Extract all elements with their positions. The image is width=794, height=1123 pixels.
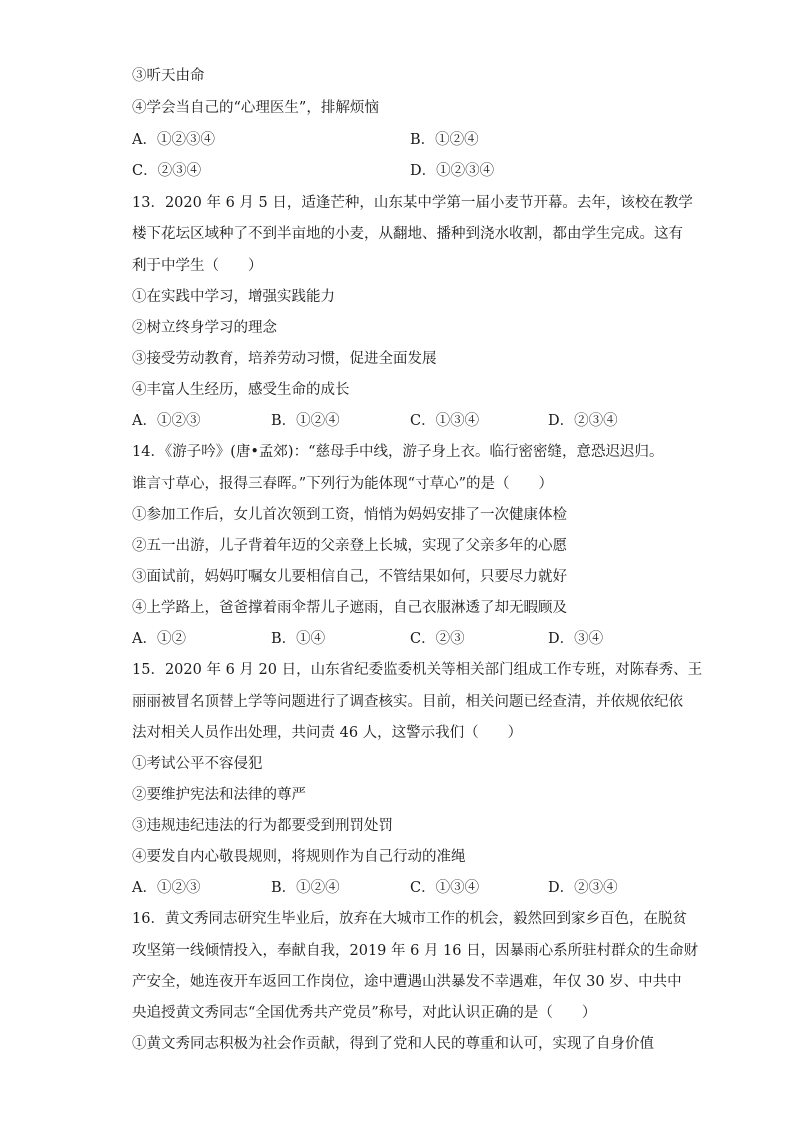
choice-item: ①黄文秀同志积极为社会作贡献，得到了党和人民的尊重和认可，实现了自身价值 [132, 1036, 654, 1052]
question-stem: 产安全，她连夜开车返回工作岗位，途中遭遇山洪暴发不幸遇难，年仅 30 岁、中共中 [132, 974, 682, 990]
question-stem: 央追授黄文秀同志“全国优秀共产党员”称号，对此认识正确的是（ ） [132, 1005, 597, 1021]
answer-option-d: D．③④ [548, 631, 604, 647]
answer-option-c: C．②③④ [132, 163, 202, 179]
answer-option-c: C．①③④ [410, 413, 480, 429]
choice-item: ①参加工作后，女儿首次领到工资，悄悄为妈妈安排了一次健康体检 [132, 507, 567, 523]
question-stem: 攻坚第一线倾情投入，奉献自我，2019 年 6 月 16 日，因暴雨心系所驻村群众的生命财 [132, 943, 699, 959]
answer-option-b: B．①②④ [410, 132, 479, 148]
answer-option-d: D．①②③④ [410, 163, 495, 179]
answer-option-d: D．②③④ [548, 413, 618, 429]
question-stem: 14．《游子吟》(唐•孟郊)：“慈母手中线，游子身上衣。临行密密缝，意恐迟迟归。 [132, 444, 664, 460]
answer-option-b: B．①②④ [271, 880, 340, 896]
choice-item: ④要发自内心敬畏规则，将规则作为自己行动的准绳 [132, 849, 466, 865]
question-stem: 13．2020 年 6 月 5 日，适逢芒种，山东某中学第一届小麦节开幕。去年，该校在教学 [132, 195, 693, 211]
choice-item: ②五一出游，儿子背着年迈的父亲登上长城，实现了父亲多年的心愿 [132, 538, 567, 554]
question-stem: 法对相关人员作出处理，共问责 46 人，这警示我们（ ） [132, 725, 523, 741]
choice-item: ②要维护宪法和法律的尊严 [132, 787, 306, 803]
choice-item: ③接受劳动教育，培养劳动习惯，促进全面发展 [132, 351, 437, 367]
answer-option-a: A．①②③④ [132, 132, 215, 148]
choice-item: ③听天由命 [132, 68, 205, 84]
choice-item: ④丰富人生经历，感受生命的成长 [132, 382, 350, 398]
choice-item: ④学会当自己的“心理医生”，排解烦恼 [132, 100, 379, 116]
question-stem: 利于中学生（ ） [132, 258, 263, 274]
question-stem: 楼下花坛区域种了不到半亩地的小麦，从翻地、播种到浇水收割，都由学生完成。这有 [132, 226, 683, 242]
choice-item: ③违规违纪违法的行为都要受到刑罚处罚 [132, 818, 393, 834]
choice-item: ①考试公平不容侵犯 [132, 756, 263, 772]
question-stem: 16．黄文秀同志研究生毕业后，放弃在大城市工作的机会，毅然回到家乡百色，在脱贫 [132, 911, 687, 927]
answer-option-a: A．①② [132, 631, 186, 647]
choice-item: ④上学路上，爸爸撑着雨伞帮儿子遮雨，自己衣服淋透了却无暇顾及 [132, 600, 567, 616]
choice-item: ①在实践中学习，增强实践能力 [132, 289, 335, 305]
question-stem: 丽丽被冒名顶替上学等问题进行了调查核实。目前，相关问题已经查清，并依规依纪依 [132, 694, 683, 710]
answer-option-b: B．①④ [271, 631, 326, 647]
answer-option-d: D．②③④ [548, 880, 618, 896]
answer-option-b: B．①②④ [271, 413, 340, 429]
choice-item: ③面试前，妈妈叮嘱女儿要相信自己，不管结果如何，只要尽力就好 [132, 569, 567, 585]
question-stem: 15．2020 年 6 月 20 日，山东省纪委监委机关等相关部门组成工作专班，对陈春秀、王 [132, 662, 703, 678]
choice-item: ②树立终身学习的理念 [132, 320, 277, 336]
answer-option-a: A．①②③ [132, 413, 201, 429]
answer-option-c: C．②③ [410, 631, 465, 647]
question-stem: 谁言寸草心，报得三春晖。”下列行为能体现“寸草心”的是（ ） [132, 476, 553, 492]
answer-option-a: A．①②③ [132, 880, 201, 896]
answer-option-c: C．①③④ [410, 880, 480, 896]
